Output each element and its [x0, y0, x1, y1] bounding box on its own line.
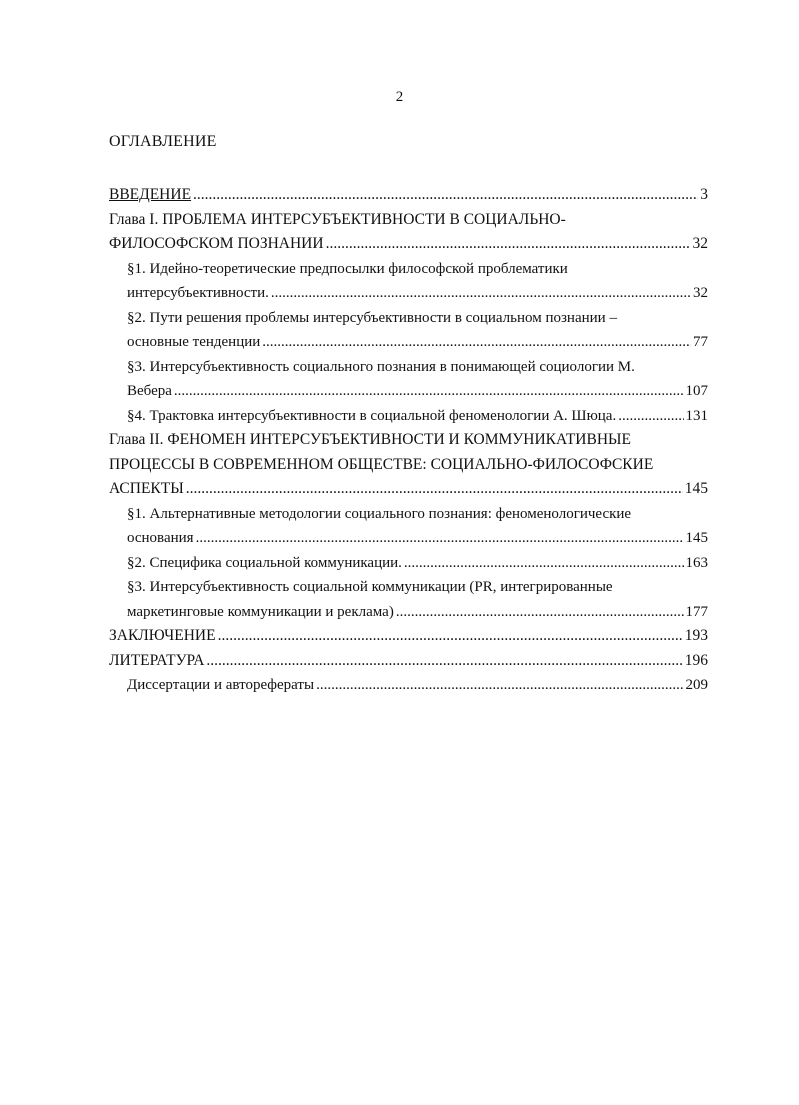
page-number: 2 [395, 89, 404, 105]
toc-entry-label-continued: Вебера [127, 383, 172, 399]
toc-page-number: 107 [685, 383, 708, 399]
toc-entry-label: §4. Трактовка интерсубъективности в социальной феноменологии А. Шюца. [127, 407, 617, 424]
toc-entry-label: Глава I. ПРОБЛЕМА ИНТЕРСУБЪЕКТИВНОСТИ В СОЦИАЛЬНО- [109, 210, 566, 228]
dot-leader [262, 330, 691, 355]
toc-page-number: 32 [693, 285, 708, 301]
toc-entry-label: §1. Альтернативные методологии социального познания: феноменологические [127, 505, 632, 522]
toc-entry-label: §1. Идейно-теоретические предпосылки философской проблематики [127, 260, 568, 277]
toc-entry-label: ЛИТЕРАТУРА [109, 651, 205, 669]
toc-entry-label-continued: ФИЛОСОФСКОМ ПОЗНАНИИ [109, 235, 324, 252]
toc-entry-ch1-section-2[interactable] [109, 306, 708, 355]
toc-page-number: 163 [685, 554, 708, 571]
toc-entry-label-continued: ПРОЦЕССЫ В СОВРЕМЕННОМ ОБЩЕСТВЕ: СОЦИАЛЬНО-ФИЛОСОФСКИЕ [109, 455, 654, 473]
toc-entry-ch1-section-3[interactable] [109, 355, 708, 404]
dot-leader [206, 649, 682, 674]
toc-entry-label: §3. Интерсубъективность социальной коммуникации (PR, интегрированные [127, 579, 613, 595]
toc-entry-conclusion[interactable] [109, 624, 708, 649]
toc-entry-label-continued: маркетинговые коммуникации и реклама) [127, 603, 394, 620]
toc-page-number: 209 [685, 677, 708, 693]
dot-leader [618, 404, 683, 429]
toc-entry-ch2-section-3[interactable] [109, 575, 708, 624]
dot-leader [326, 232, 691, 257]
toc-entry-introduction[interactable] [109, 183, 708, 208]
toc-entry-label: §3. Интерсубъективность социального познания в понимающей социологии М. [127, 358, 635, 375]
toc-page-number: 32 [692, 235, 708, 252]
toc-entry-label-continued: основания [127, 530, 194, 546]
dot-leader [271, 281, 691, 306]
toc-entry-label-continued: АСПЕКТЫ [109, 480, 184, 497]
toc-entry-ch1-section-4[interactable] [109, 404, 708, 429]
dot-leader [218, 624, 683, 649]
toc-page-number: 131 [685, 407, 708, 424]
dot-leader [174, 379, 684, 404]
toc-entry-dissertations[interactable] [109, 673, 708, 698]
toc-entry-label: Глава II. ФЕНОМЕН ИНТЕРСУБЪЕКТИВНОСТИ И КОММУНИКАТИВНЫЕ [109, 431, 632, 448]
toc-entry-label: §2. Пути решения проблемы интерсубъективности в социальном познании – [127, 309, 617, 326]
dot-leader [186, 477, 683, 502]
dot-leader [396, 600, 684, 625]
toc-page-number: 145 [685, 530, 708, 546]
toc-page-number: 177 [685, 603, 708, 620]
toc-entry-label-continued: основные тенденции [127, 334, 261, 350]
dot-leader [316, 673, 683, 698]
toc-page-number: 193 [684, 627, 708, 644]
toc-title: ОГЛАВЛЕНИЕ [109, 133, 217, 150]
toc-entry-label: Диссертации и авторефераты [127, 677, 315, 693]
toc-entry-chapter-2[interactable] [109, 428, 708, 502]
toc-page-number: 145 [684, 480, 708, 497]
toc-page-number: 77 [693, 334, 708, 350]
toc-entry-label: §2. Специфика социальной коммуникации. [127, 554, 402, 571]
toc-entry-label: ВВЕДЕНИЕ [109, 186, 192, 203]
table-of-contents [109, 183, 708, 698]
dot-leader [193, 183, 698, 208]
toc-page-number: 3 [700, 186, 708, 203]
toc-entry-chapter-1[interactable] [109, 208, 708, 257]
toc-entry-literature[interactable] [109, 649, 708, 674]
dot-leader [404, 551, 684, 576]
toc-entry-ch1-section-1[interactable] [109, 257, 708, 306]
toc-entry-label-continued: интерсубъективности. [127, 285, 269, 301]
toc-entry-ch2-section-2[interactable] [109, 551, 708, 576]
toc-entry-ch2-section-1[interactable] [109, 502, 708, 551]
toc-page-number: 196 [684, 651, 708, 669]
toc-entry-label: ЗАКЛЮЧЕНИЕ [109, 627, 216, 644]
dot-leader [196, 526, 684, 551]
